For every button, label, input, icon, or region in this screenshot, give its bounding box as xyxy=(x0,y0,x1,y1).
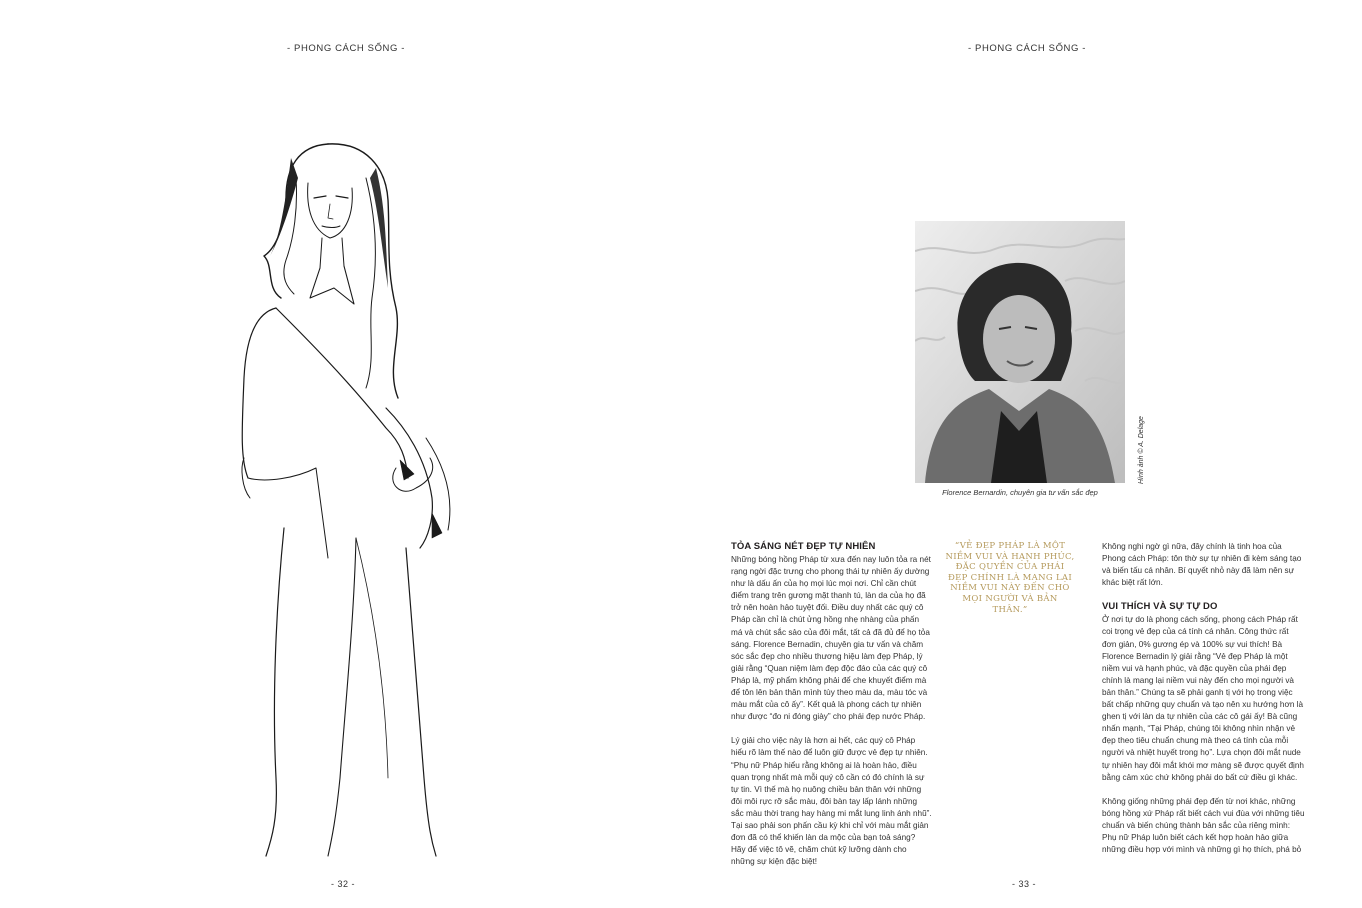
article-column-3 xyxy=(1102,541,1305,868)
photo-caption: Florence Bernardin, chuyên gia tư vấn sắc đẹp xyxy=(942,488,1098,497)
section-heading-2: VUI THÍCH VÀ SỰ TỰ DO xyxy=(1102,601,1218,613)
article-column-1 xyxy=(731,541,932,880)
paragraph: Không giống những phái đẹp đến từ nơi khác, những bóng hồng xứ Pháp rất biết cách vui đùa với những tiêu chuẩn và biến chúng thành bản sắc của riêng mình: Phụ nữ Pháp luôn biết cách kết hợp hoàn hảo giữa những điều hợp với mình và những gì họ thích, phá bỏ xyxy=(1102,796,1305,855)
paragraph: Những bóng hồng Pháp từ xưa đến nay luôn tỏa ra nét rạng ngời đặc trưng cho phong thái tự nhiên ấy dường như là dấu ấn của họ mọi lúc mọi nơi. Chỉ cần chút điểm trang trên gương mặt thanh tú, làn da của họ đã trở nên hoàn hảo tuyệt đối. Điều duy nhất các quý cô Pháp cần chỉ là chút ửng hồng nhẹ nhàng của phấn má và chút sắc sảo của đôi mắt, tất cả đã đủ để họ tỏa sáng. Florence Bernadin, chuyên gia tư vấn và chăm sóc sắc đẹp cho nhiều thương hiệu làm đẹp Pháp, lý giải rằng “Quan niệm làm đẹp độc đáo của các quý cô Pháp là, mỹ phẩm không phải để che khuyết điểm mà để tôn lên bản thân mình tùy theo màu da, màu tóc và màu mắt của cô ấy”. Kết quả là phong cách tự nhiên như được “đo ni đóng giày” cho phái đẹp nước Pháp. xyxy=(731,555,931,722)
paragraph: Không nghi ngờ gì nữa, đây chính là tinh hoa của Phong cách Pháp: tôn thờ sự tự nhiên đi kèm sáng tạo và biến tấu cá nhân. Bí quyết nhỏ này đã làm nên sự khác biệt rất lớn. xyxy=(1102,542,1302,588)
fashion-illustration xyxy=(236,138,466,860)
page-number-left: - 32 - xyxy=(331,879,356,889)
paragraph: Lý giải cho việc này là hơn ai hết, các quý cô Pháp hiểu rõ làm thế nào để luôn giữ được vẻ đẹp tự nhiên. “Phụ nữ Pháp hiểu rằng không ai là hoàn hảo, điều quan trọng nhất mà mỗi quý cô cần có đó chính là sự tự tin. Vì thế mà họ nuông chiều bản thân với những đôi môi rực rỡ sắc màu, đôi bàn tay lấp lánh những sắc màu thời trang hay hàng mi mắt lung linh ánh nhũ”. Tại sao phải son phấn cầu kỳ khi chỉ với màu mắt giản đơn đã có thể khiến làn da mộc của bạn toả sáng? Hãy để việc tô vẽ, chăm chút kỹ lưỡng dành cho những sự kiện đặc biệt! xyxy=(731,736,932,867)
paragraph: Ở nơi tự do là phong cách sống, phong cách Pháp rất coi trọng vẻ đẹp của cá tính cá nhân. Công thức rất đơn giản, 0% gương ép và 100% sự vui thích! Bà Florence Bernadin lý giải rằng “Vẻ đẹp Pháp là một niềm vui và hạnh phúc, và đặc quyền của phái đẹp chính là mang lại niềm vui này đến cho mọi người và bản thân.” Chúng ta sẽ phải ganh tị với họ trong việc bất chấp những quy chuẩn và tạo nên xu hướng hơn là ghen tị với làn da tự nhiên của các cô gái ấy! Bà cũng nhấn mạnh, “Tại Pháp, chúng tôi không nhìn nhận vẻ đẹp theo tiêu chuẩn chung mà theo cá tính của mỗi người và nhiệt huyết trong họ”. Lựa chọn đôi mắt nude tự nhiên hay đôi mắt khói mơ màng sẽ được quyết định bằng cảm xúc chứ không phải do bất cứ điều gì khác. xyxy=(1102,615,1304,782)
photo-credit: Hình ảnh © A. Delage xyxy=(1138,416,1145,484)
running-header-left: - PHONG CÁCH SỐNG - xyxy=(287,43,406,54)
page-number-right: - 33 - xyxy=(1012,879,1037,889)
pull-quote: “VẺ ĐẸP PHÁP LÀ MỘT NIỀM VUI VÀ HẠNH PHÚC, ĐẶC QUYỀN CỦA PHÁI ĐẸP CHÍNH LÀ MANG LẠI NIỀM VUI NÀY ĐẾN CHO MỌI NGƯỜI VÀ BẢN THÂN.” xyxy=(945,541,1075,615)
portrait-photo xyxy=(915,221,1125,483)
section-heading-1: TỎA SÁNG NÉT ĐẸP TỰ NHIÊN xyxy=(731,541,876,552)
running-header-right: - PHONG CÁCH SỐNG - xyxy=(968,43,1087,54)
